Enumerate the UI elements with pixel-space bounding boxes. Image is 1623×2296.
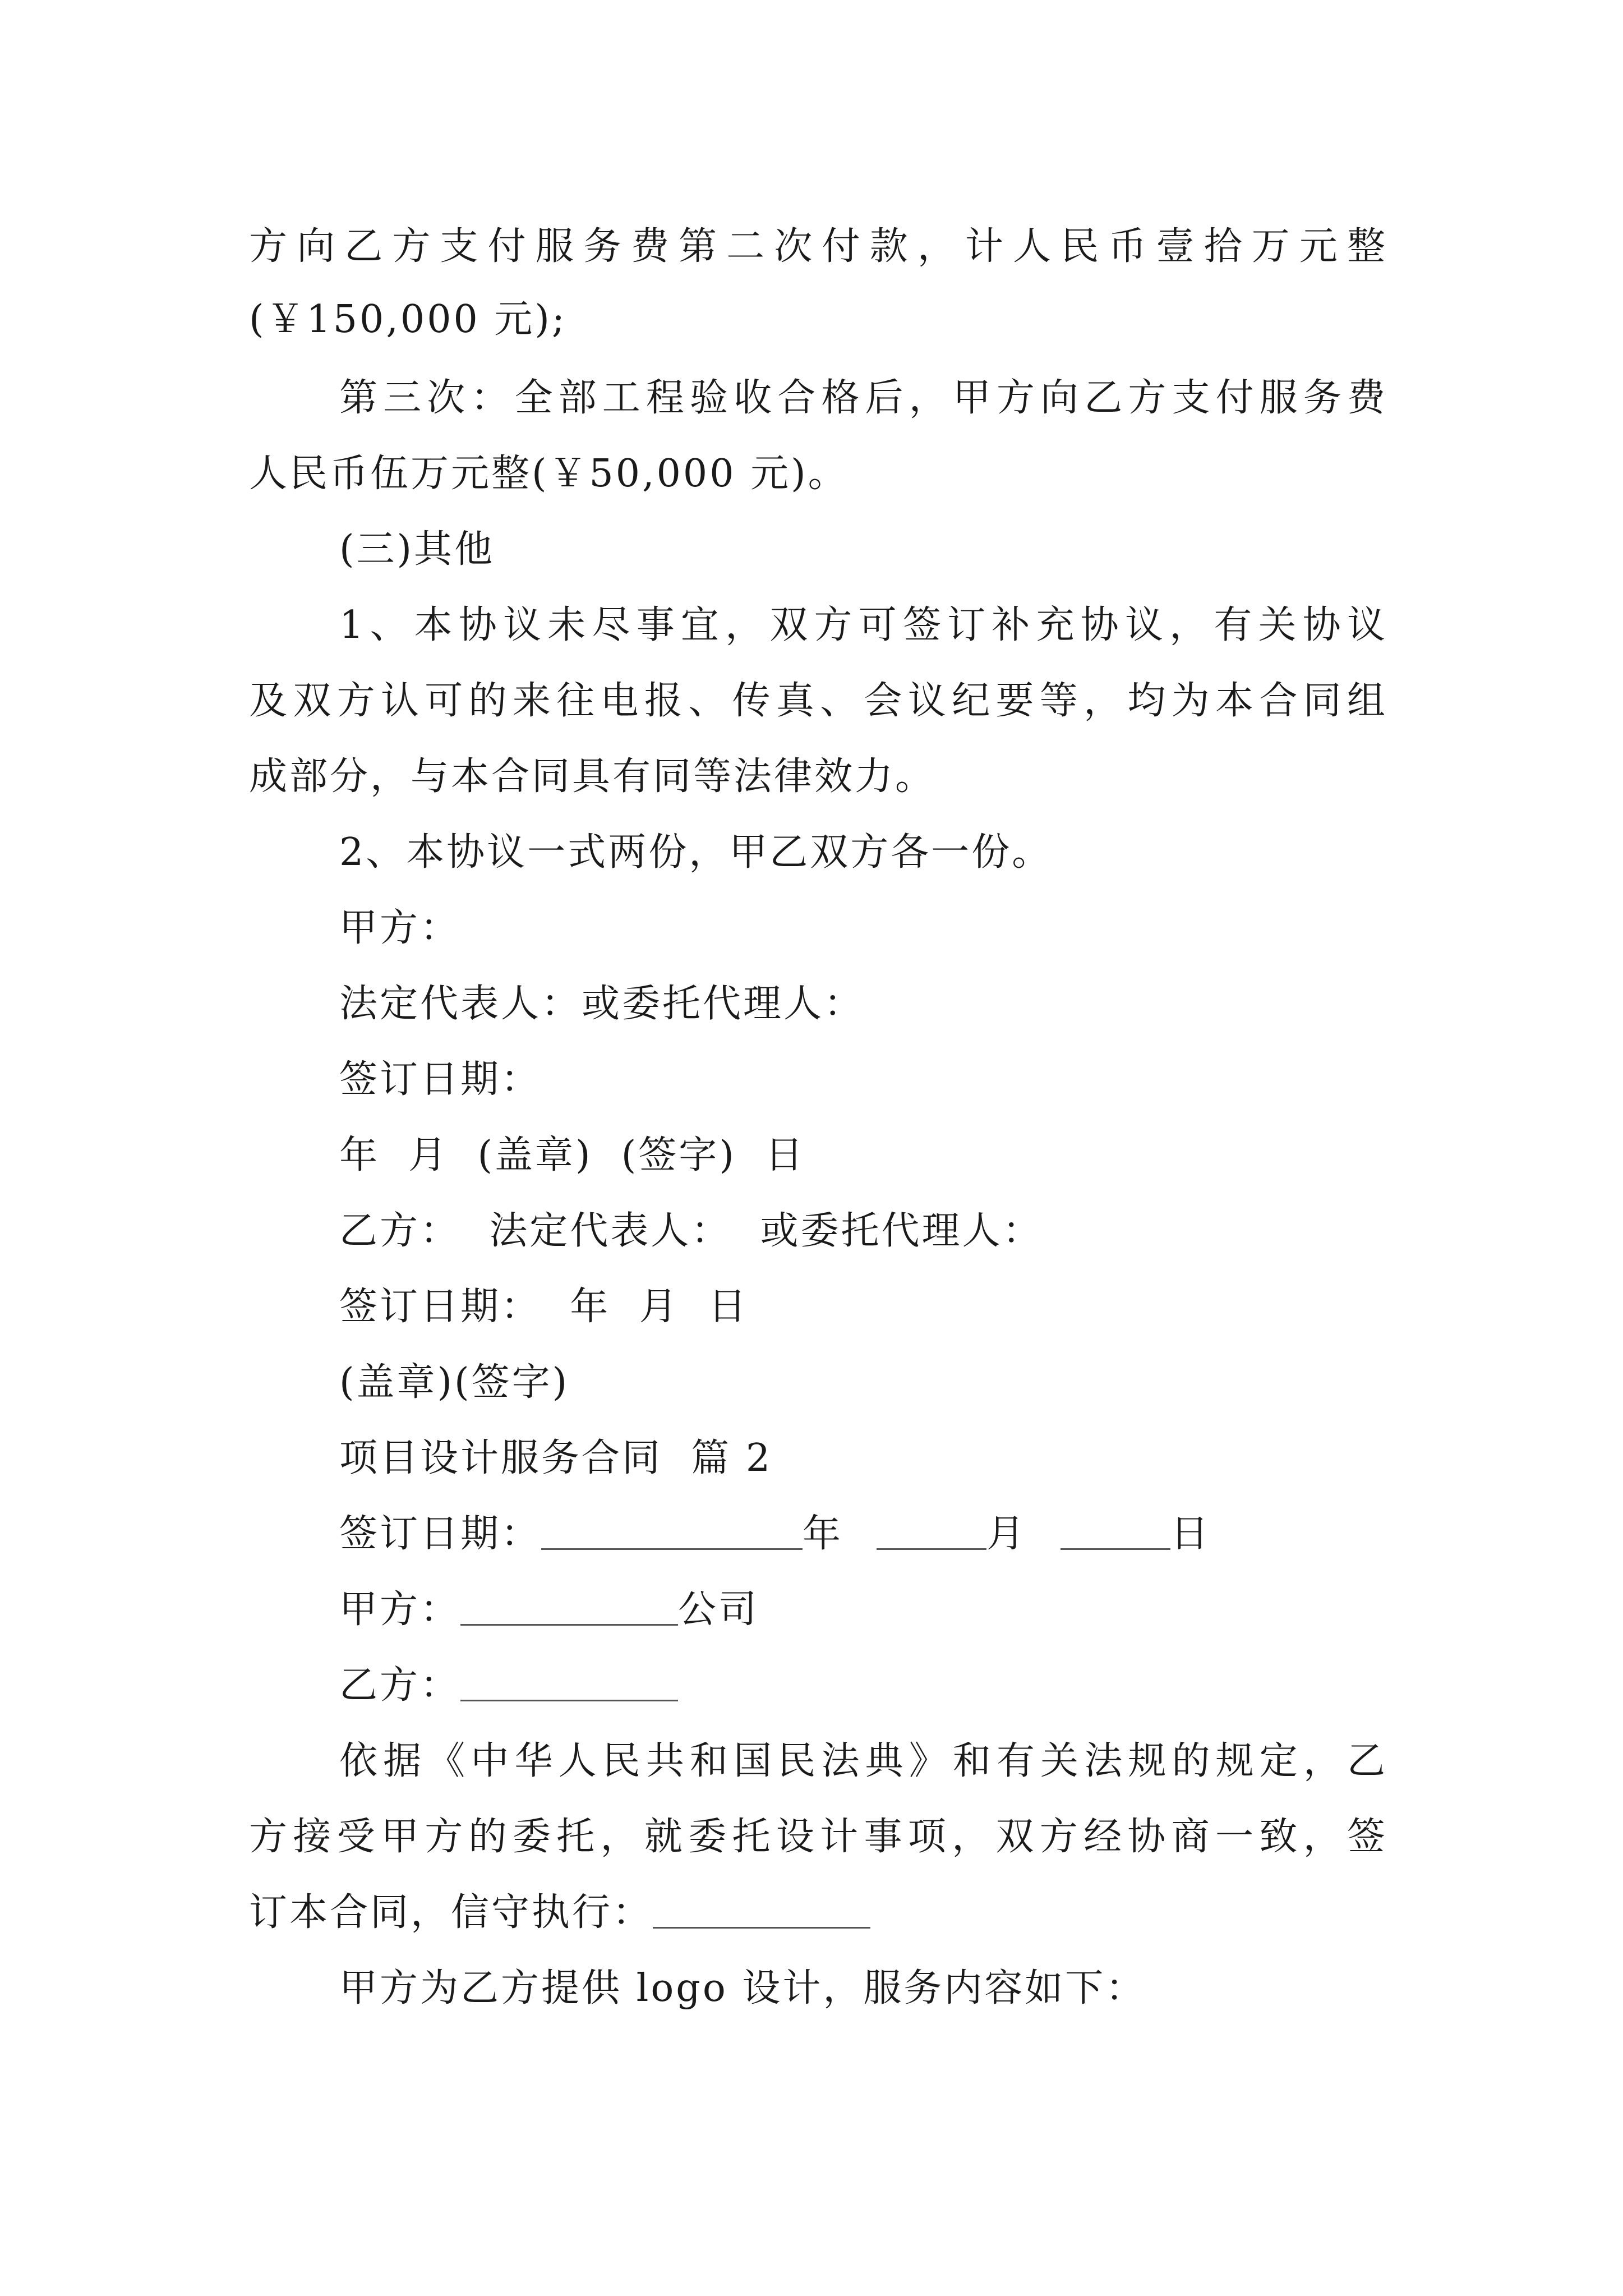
paragraph-line: 2、本协议一式两份，甲乙双方各一份。 bbox=[339, 830, 1053, 875]
month-blank[interactable] bbox=[877, 1515, 986, 1550]
paragraph-line: 1、本协议未尽事宜，双方可签订补充协议，有关协议 bbox=[339, 603, 1387, 647]
paragraph-line: 及双方认可的来往电报、传真、会议纪要等，均为本合同组 bbox=[249, 679, 1387, 723]
year-blank[interactable] bbox=[541, 1515, 803, 1550]
party-b-blank[interactable] bbox=[460, 1666, 678, 1701]
paragraph-line: 方向乙方支付服务费第二次付款，计人民币壹拾万元整 bbox=[249, 224, 1387, 269]
signature-date: 签订日期： 年 月 日 bbox=[339, 1285, 749, 1329]
paragraph-line: (￥150,000 元); bbox=[249, 297, 567, 342]
party-b-line bbox=[339, 1660, 678, 1711]
signature-party-b: 乙方： 法定代表人： 或委托代理人： bbox=[339, 1209, 1043, 1253]
signature-date: 签订日期： bbox=[339, 1057, 542, 1102]
signature-party-a: 甲方： bbox=[339, 906, 461, 950]
paragraph-line bbox=[249, 1888, 870, 1938]
date-label: 签订日期： bbox=[339, 1512, 542, 1556]
paragraph-line: 人民币伍万元整(￥50,000 元)。 bbox=[249, 452, 849, 496]
party-a-label: 甲方： bbox=[339, 1588, 461, 1632]
party-a-blank[interactable] bbox=[460, 1590, 678, 1626]
paragraph-line: 第三次：全部工程验收合格后，甲方向乙方支付服务费 bbox=[339, 376, 1387, 420]
paragraph-line: 方接受甲方的委托，就委托设计事项，双方经协商一致，签 bbox=[249, 1815, 1387, 1859]
signature-stamp-line: (盖章)(签字) bbox=[339, 1360, 570, 1405]
section-heading: (三)其他 bbox=[339, 527, 495, 572]
contract-date-line bbox=[339, 1509, 1211, 1559]
month-label: 月 bbox=[986, 1512, 1027, 1556]
signature-representative: 法定代表人：或委托代理人： bbox=[339, 982, 865, 1026]
day-label: 日 bbox=[1170, 1512, 1211, 1556]
contract-title: 项目设计服务合同 篇 2 bbox=[339, 1436, 773, 1480]
party-b-label: 乙方： bbox=[339, 1663, 461, 1708]
paragraph-line: 成部分，与本合同具有同等法律效力。 bbox=[249, 754, 936, 799]
year-label: 年 bbox=[803, 1512, 843, 1556]
paragraph-line: 依据《中华人民共和国民法典》和有关法规的规定，乙 bbox=[339, 1739, 1387, 1783]
day-blank[interactable] bbox=[1061, 1515, 1170, 1550]
execution-blank[interactable] bbox=[653, 1893, 870, 1929]
paragraph-text: 订本合同，信守执行： bbox=[249, 1890, 653, 1935]
party-a-suffix: 公司 bbox=[678, 1588, 759, 1632]
paragraph-line: 甲方为乙方提供 logo 设计，服务内容如下： bbox=[339, 1966, 1146, 2010]
signature-stamp-line: 年 月 (盖章) (签字) 日 bbox=[339, 1133, 806, 1177]
party-a-line bbox=[339, 1585, 759, 1635]
